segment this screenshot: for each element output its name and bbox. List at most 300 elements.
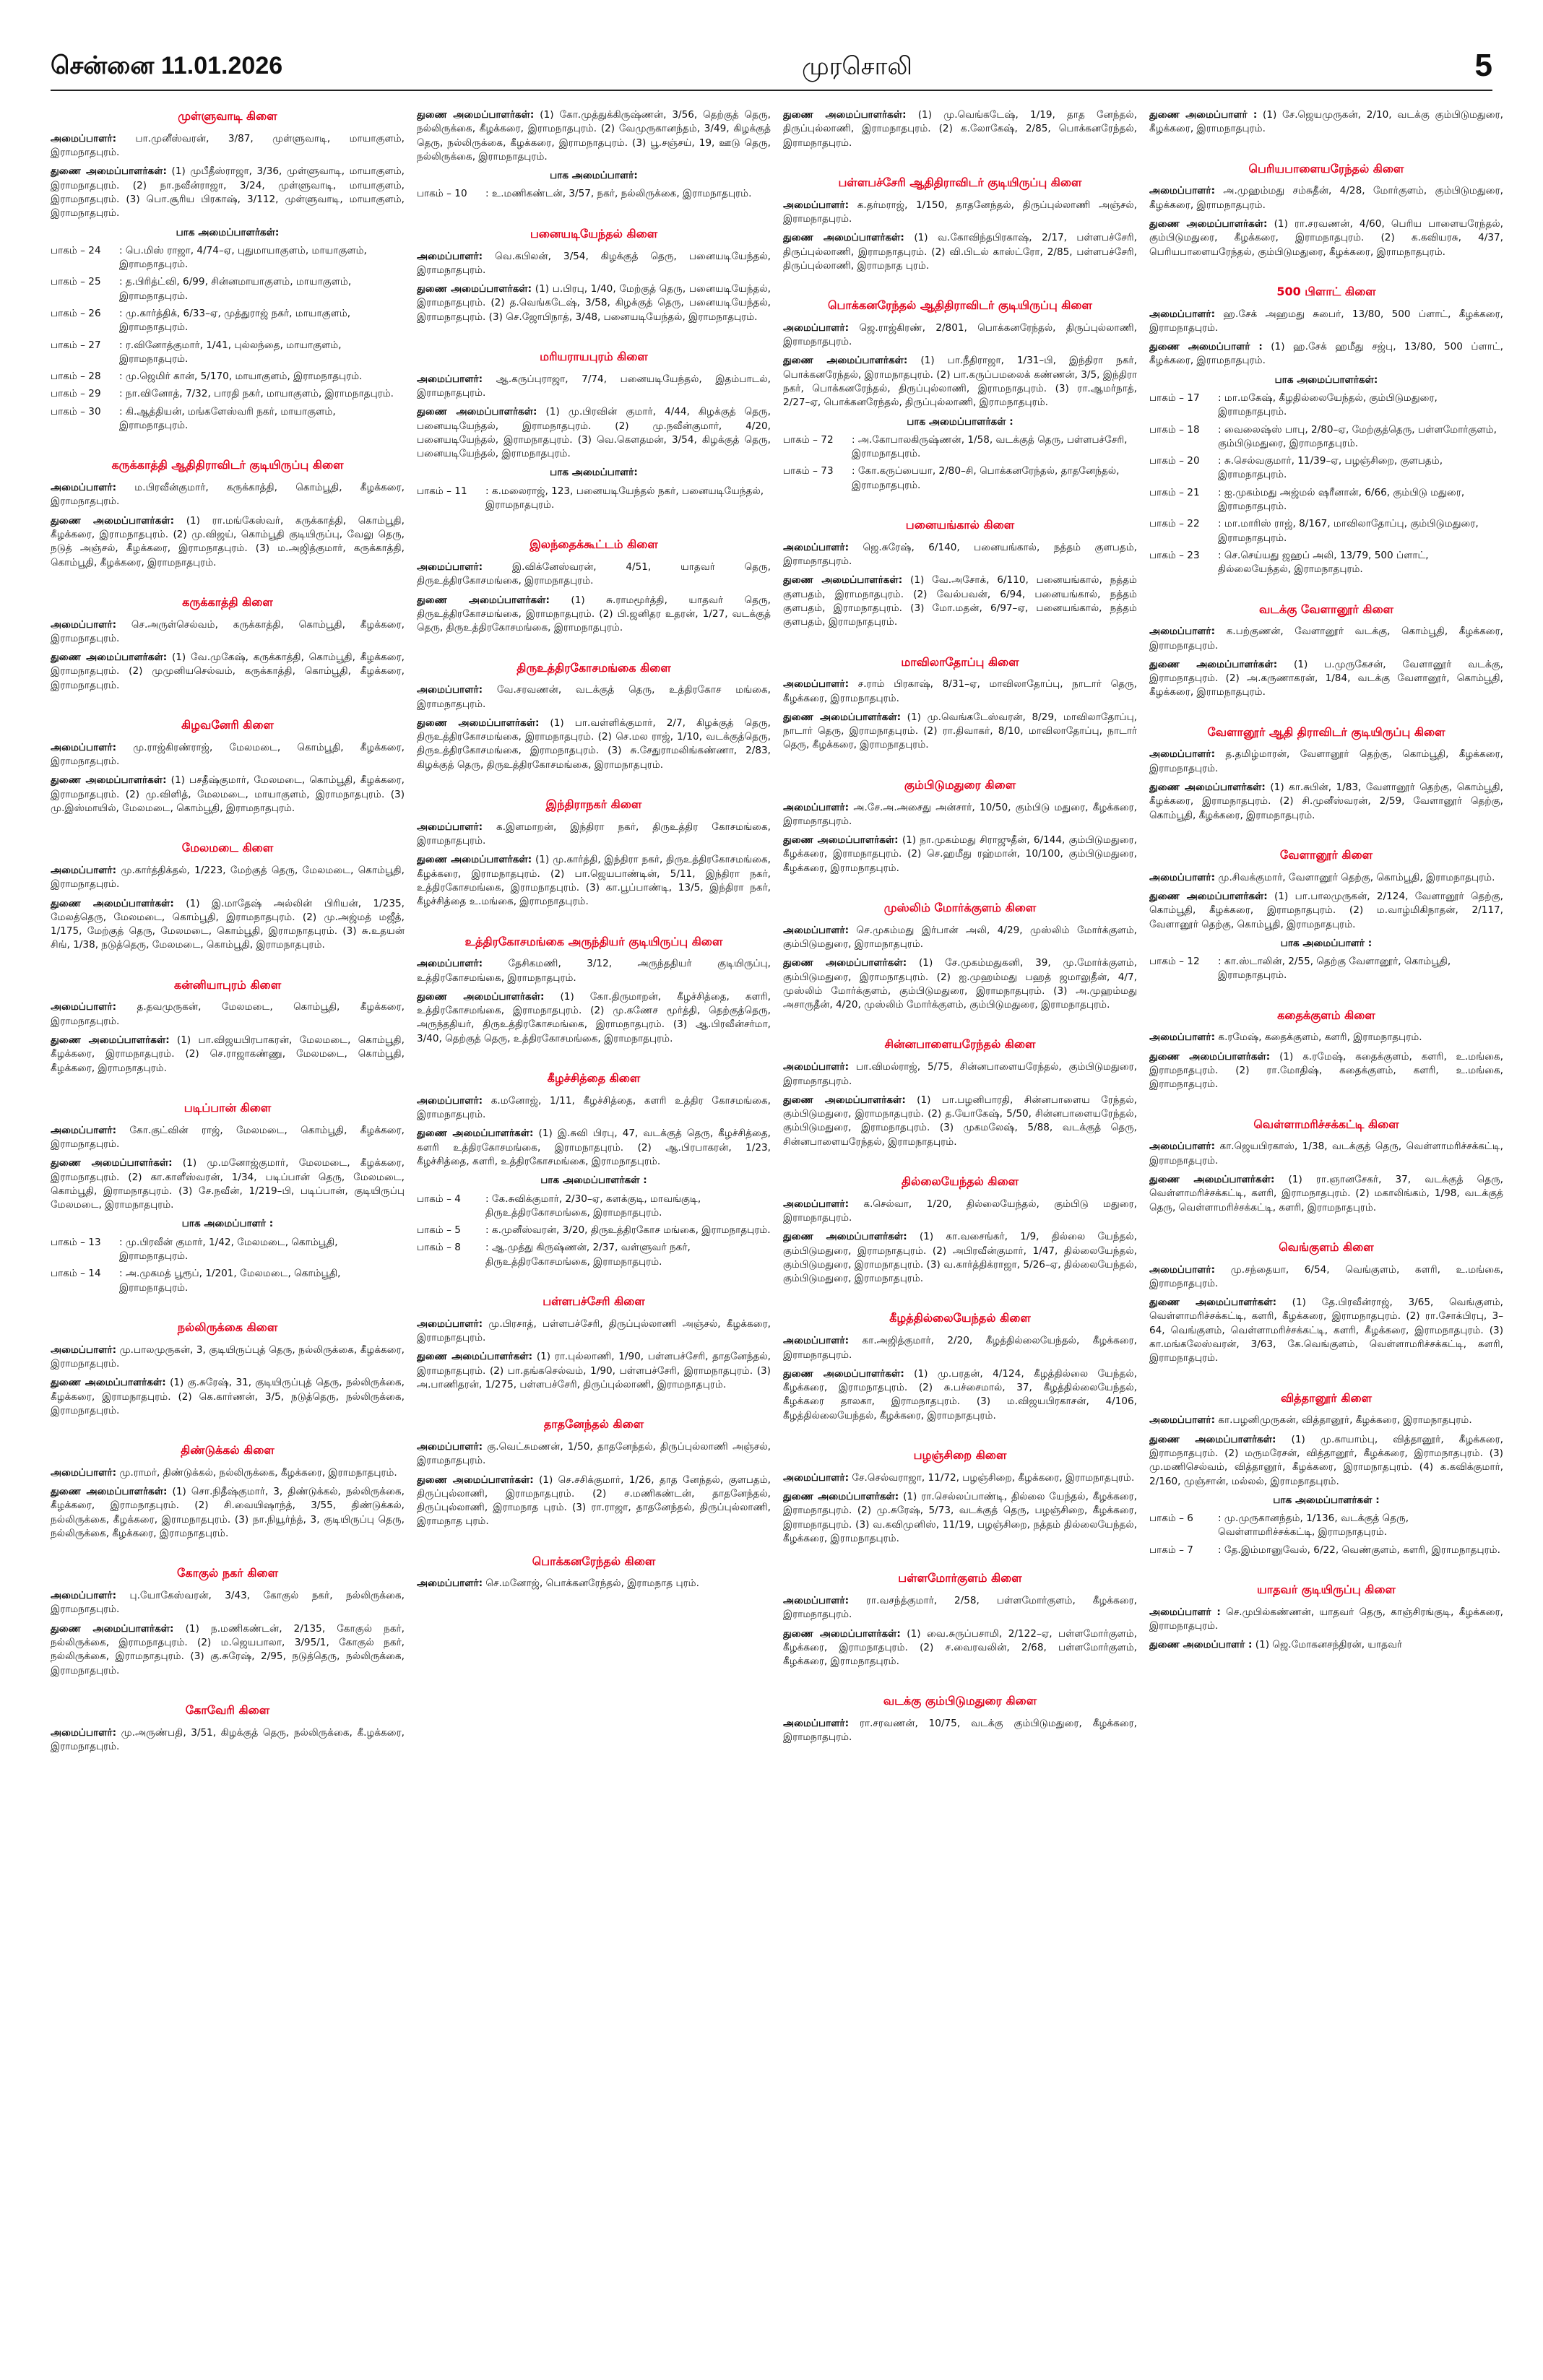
- office-bearer-para: [783, 541, 1137, 569]
- part-organizer: : கோ.கருப்பையா, 2/80–சி, பொக்கனரேந்தல், தாதனேந்தல், இராமநாதபுரம்.: [852, 465, 1120, 491]
- part-entry: [51, 275, 405, 303]
- branch-section: [783, 108, 1137, 150]
- part-organizer: : கி.ஆத்தியன், மங்களேஸ்வரி நகர், மாயாகுளம், இராமநாதபுரம்.: [119, 405, 336, 432]
- member-details: (1) வை.சுருப்பசாமி, 2/122–ஏ, பள்ளமோர்குளம், கீழக்கரை, இராமநாதபுரம். (2) ச.வைரவலின், 2/68, பள்ளமோர்குளம், கீழக்கரை, இராமநாதபுரம்.: [783, 1627, 1137, 1668]
- branch-section: [417, 934, 771, 1047]
- office-bearer-para: [1149, 340, 1503, 368]
- column-4: [1149, 108, 1503, 2355]
- office-bearer-para: [1149, 1414, 1503, 1427]
- role-label: துணை அமைப்பாளர்கள்:: [783, 232, 904, 244]
- office-bearer-para: [51, 1343, 405, 1372]
- member-details: மு.கார்த்திக்தல், 1/223, மேற்குத் தெரு, மேலமடை, கொம்பூதி, இராமநாதபுரம்.: [51, 864, 405, 891]
- part-organizer: : செ.செய்யது ஜஹப் அலி, 13/79, 500 ப்ளாட், தில்லையேந்தல், இராமநாதபுரம்.: [1218, 549, 1429, 576]
- page-number: 5: [1474, 48, 1492, 83]
- branch-title: தில்லையேந்தல் கிளை: [901, 1174, 1019, 1188]
- role-label: அமைப்பாளர்:: [51, 1726, 117, 1739]
- part-number: பாகம் – 26: [51, 307, 101, 319]
- role-label: துணை அமைப்பாளர்கள்:: [51, 165, 167, 178]
- branch-section: [783, 1037, 1137, 1149]
- office-bearer-para: [417, 1094, 771, 1122]
- role-label: அமைப்பாளர்:: [51, 132, 117, 144]
- role-label: துணை அமைப்பாளர்கள்:: [783, 834, 899, 847]
- part-organizer: : கா.ஸ்டாலின், 2/55, தெற்கு வேளானூர், கொம்பூதி, இராமநாதபுரம்.: [1218, 956, 1451, 982]
- part-organizer: : சு.செல்வகுமார், 11/39–ஏ, பழஞ்சிறை, குளபதம், இராமநாதபுரம்.: [1218, 455, 1443, 481]
- part-number: பாகம் – 6: [1149, 1513, 1193, 1525]
- role-label: துணை அமைப்பாளர்கள்:: [417, 990, 545, 1003]
- office-bearer-para: [1149, 1031, 1503, 1044]
- member-details: மு.பிரசாத், பள்ளபச்சேரி, திருப்புல்லாணி அஞ்சல், கீழக்கரை, இராமநாதபுரம்.: [417, 1317, 771, 1344]
- member-details: மு.ராமர், திண்டுக்கல், நல்லிருக்கை, கீழக்கரை, இராமநாதபுரம்.: [116, 1466, 397, 1479]
- office-bearer-para: [417, 821, 771, 849]
- part-entry: [1149, 549, 1503, 577]
- office-bearer-para: [51, 1156, 405, 1212]
- part-number: பாகம் – 11: [417, 485, 467, 497]
- role-label: துணை அமைப்பாளர்கள்:: [1149, 1050, 1271, 1063]
- member-details: ம.பிரவீன்குமார், கருக்காத்தி, கொம்பூதி, கீழக்கரை, இராமநாதபுரம்.: [51, 482, 405, 508]
- office-bearer-para: [51, 1466, 405, 1480]
- branch-title: மாவிலாதோப்பு கிளை: [901, 654, 1019, 669]
- role-label: அமைப்பாளர்:: [1149, 626, 1216, 638]
- member-details: ஜெ.ராஜ்கிரண், 2/801, பொக்கனரேந்தல், திருப்புல்லாணி, இராமநாதபுரம்.: [783, 321, 1137, 348]
- role-label: துணை அமைப்பாளர்கள்:: [1149, 658, 1278, 670]
- office-bearer-para: [417, 957, 771, 985]
- part-organizer: : க.மலைராஜ், 123, பனையடியேந்தல் நகர், பனையடியேந்தல், இராமநாதபுரம்.: [485, 485, 764, 511]
- role-label: அமைப்பாளர்:: [51, 741, 117, 753]
- part-number: பாகம் – 25: [51, 276, 101, 288]
- member-details: ஆ.கருப்புராஜா, 7/74, பனையடியேந்தல், இதம்பாடல், இராமநாதபுரம்.: [417, 373, 771, 399]
- branch-title: இந்திராநகர் கிளை: [545, 797, 642, 812]
- member-details: வே.சரவணன், வடக்குத் தெரு, உத்திரகோச மங்கை, இராமநாதபுரம்.: [417, 684, 771, 710]
- member-details: (1) கா.சுபின், 1/83, வேளானூர் தெற்கு, கொம்பூதி, கீழக்கரை, இராமநாதபுரம். (2) சி.முனீஸ்வரன், 2/59, வேளானூர் தெற்கு, கொம்பூதி, கீழக்கரை, இராமநாதபுரம்.: [1149, 782, 1503, 821]
- role-label: அமைப்பாளர்:: [417, 1317, 483, 1330]
- part-entry: [1149, 486, 1503, 514]
- member-details: க.ரமேஷ், கதைக்குளம், களரி, இராமநாதபுரம்.: [1215, 1031, 1422, 1044]
- role-label: அமைப்பாளர்:: [51, 1001, 117, 1013]
- office-bearer-para: [1149, 871, 1503, 885]
- branch-section: [1149, 1390, 1503, 1557]
- part-number: பாகம் – 12: [1149, 956, 1200, 968]
- part-entry: [1149, 454, 1503, 483]
- office-bearer-para: [783, 108, 1137, 150]
- branch-title: வடக்கு வேளானூர் கிளை: [1258, 602, 1394, 616]
- member-details: (1) இ.மாதேஷ் அல்லின் பிரியன், 1/235, மேலத்தெரு, மேலமடை, கொம்பூதி, இராமநாதபுரம். (2) மு.அஜ்மத் மஜீத், 1/175, மேற்குத் தெரு, மேலமடை, கொம்பூதி, இராமநாதபுரம். (3) சு.உதயன் சிங், 1/38, நடுத்தெரு, மேலமடை, கொம்பூதி, இராமநாதபுரம்.: [51, 897, 405, 951]
- role-label: அமைப்பாளர்:: [1149, 748, 1216, 761]
- office-bearer-para: [417, 108, 771, 164]
- part-entry: [783, 433, 1137, 462]
- part-entry: [51, 1236, 405, 1264]
- part-organizers-heading: பாக அமைப்பாளர் :: [181, 1218, 274, 1230]
- branch-section: [783, 1174, 1137, 1286]
- member-details: (1) மு.காயாம்பு, வித்தானூர், கீழக்கரை, இராமநாதபுரம். (2) மருமரேசன், வித்தானூர், கீழக்கரை, இராமநாதபுரம். (3) மு.மணிசெல்வம், வித்தானூர், கீழக்கரை, இராமநாதபுரம். (4) க.கவிக்குமார், 2/160, முஞ்சான், மல்லல், இராமநாதபுரம்.: [1149, 1433, 1503, 1487]
- office-bearer-para: [51, 1589, 405, 1617]
- member-details: ஹ.சேக் அஹமது சுபைர், 13/80, 500 ப்ளாட், கீழக்கரை, இராமநாதபுரம்.: [1149, 308, 1503, 334]
- branch-section: [783, 1570, 1137, 1669]
- office-bearer-para: [51, 1485, 405, 1541]
- member-details: கு.வெட்சுமணன், 1/50, தாதனேந்தல், திருப்புல்லாணி அஞ்சல், இராமநாதபுரம்.: [417, 1440, 771, 1467]
- branch-title: பழஞ்சிறை கிளை: [913, 1448, 1007, 1462]
- part-organizers-heading: பாக அமைப்பாளர்:: [550, 170, 638, 182]
- branch-title: 500 பிளாட் கிளை: [1276, 284, 1376, 298]
- office-bearer-para: [1149, 781, 1503, 823]
- part-organizer: : நா.வினோத், 7/32, பாரதி நகர், மாயாகுளம், இராமநாதபுரம்.: [119, 388, 394, 400]
- role-label: துணை அமைப்பாளர்கள்:: [51, 774, 167, 787]
- part-entry: [51, 307, 405, 335]
- part-number: பாகம் – 18: [1149, 423, 1200, 436]
- part-entry: [417, 1241, 771, 1269]
- branch-section: [417, 349, 771, 512]
- branch-section: [51, 594, 405, 693]
- member-details: மு.பாலமுருகன், 3, குடியிருப்புத் தெரு, நல்லிருக்கை, கீழக்கரை, இராமநாதபுரம்.: [51, 1343, 405, 1369]
- role-label: அமைப்பாளர்:: [783, 801, 850, 813]
- date-line: சென்னை 11.01.2026: [51, 52, 283, 79]
- office-bearer-para: [783, 711, 1137, 753]
- office-bearer-para: [783, 678, 1137, 706]
- member-details: (1) பசதீஷ்குமார், மேலமடை, கொம்பூதி, கீழக்கரை, இராமநாதபுரம். (2) மு.விளித், மேலமடை, மாயாகுளம், இராமநாதபுரம். (3) மு.இஸ்மாயில், மேலமடை, கொம்பூதி, இராமநாதபுரம்.: [51, 774, 405, 814]
- part-organizer: : மு.கார்த்திக், 6/33–ஏ, முத்துராஜ் நகர், மாயாகுளம், இராமநாதபுரம்.: [119, 307, 351, 334]
- branch-title: வெள்ளாமரிச்சக்கட்டி கிளை: [1253, 1117, 1399, 1131]
- branch-section: [783, 777, 1137, 875]
- branch-section: [417, 226, 771, 324]
- member-details: அ.சே.அ.அசைது அன்சார், 10/50, கும்பிடு மதுரை, கீழக்கரை, இராமநாதபுரம்.: [783, 801, 1137, 827]
- branch-section: [783, 1693, 1137, 1744]
- part-number: பாகம் – 21: [1149, 486, 1200, 498]
- role-label: அமைப்பாளர்:: [51, 864, 117, 876]
- newspaper-name: முரசொலி: [802, 52, 912, 81]
- office-bearer-para: [1149, 108, 1503, 137]
- role-label: அமைப்பாளர்:: [51, 618, 117, 631]
- role-label: அமைப்பாளர்:: [783, 321, 850, 334]
- member-details: (1) ரா.சரவணன், 4/60, பெரிய பாளையரேந்தல், கும்பிடுமதுரை, கீழக்கரை, இராமநாதபுரம். (2) க.கவியரசு, 4/37, பெரியபாளையரேந்தல், கும்பிடுமதுரை, கீழக்கரை, இராமநாதபுரம்.: [1149, 217, 1503, 258]
- role-label: அமைப்பாளர்:: [417, 1578, 483, 1590]
- office-bearer-para: [783, 801, 1137, 829]
- member-details: மு.சிவக்குமார், வேளானூர் தெற்கு, கொம்பூதி, இராமநாதபுரம்.: [1215, 871, 1495, 883]
- role-label: அமைப்பாளர்:: [1149, 871, 1216, 883]
- part-organizer: : கே.சுவிக்குமார், 2/30–ஏ, களக்குடி, மாவங்குடி, திருஉத்திரகோசமங்கை, இராமநாதபுரம்.: [485, 1193, 701, 1219]
- role-label: துணை அமைப்பாளர்கள்:: [1149, 1173, 1275, 1185]
- branch-title: பெரியபாளையரேந்தல் கிளை: [1248, 161, 1404, 176]
- member-details: (1) தே.பிரவீன்ராஜ், 3/65, வெங்குளம், வெள்ளாமரிச்சக்கட்டி, களரி, கீழக்கரை, இராமநாதபுரம். (2) ரா.சோக்பிரபு, 3–64, வெங்குளம், வெள்ளாமரிச்சக்கட்டி, களரி, கீழக்கரை, இராமநாதபுரம். (3) கா.மங்கலேஸ்வரன், 3/63, கே.வெங்குளம், வெள்ளாமரிச்சக்கட்டி, களரி, இராமநாதபுரம்.: [1149, 1297, 1503, 1364]
- part-organizer: : அ.கோபாலகிருஷ்ணன், 1/58, வடக்குத் தெரு, பள்ளபச்சேரி, இராமநாதபுரம்.: [852, 433, 1128, 460]
- role-label: அமைப்பாளர்:: [783, 1335, 850, 1347]
- role-label: அமைப்பாளர்:: [51, 482, 117, 494]
- part-entry: [1149, 517, 1503, 545]
- branch-title: திண்டுக்கல் கிளை: [181, 1443, 275, 1458]
- office-bearer-para: [51, 1034, 405, 1076]
- role-label: அமைப்பாளர்:: [783, 541, 850, 553]
- member-details: பு.யோகேஸ்வரன், 3/43, கோகுல் நகர், நல்லிருக்கை, இராமநாதபுரம்.: [51, 1590, 405, 1616]
- office-bearer-para: [1149, 1173, 1503, 1215]
- branch-section: [783, 175, 1137, 273]
- role-label: துணை அமைப்பாளர்கள்:: [51, 1034, 170, 1047]
- member-details: (1) வ.கோவிந்தபிரகாஷ், 2/17, பள்ளபச்சேரி, திருப்புல்லாணி, இராமநாதபுரம். (2) வி.பிடல் காஸ்ட்ரோ, 2/85, பள்ளபச்சேரி, திருப்புல்லாணி, இராமநாத புரம்.: [783, 232, 1137, 272]
- office-bearer-para: [51, 1124, 405, 1152]
- role-label: அமைப்பாளர்:: [417, 250, 483, 262]
- branch-title: மரியராயபுரம் கிளை: [540, 349, 648, 363]
- branch-section: [417, 1294, 771, 1392]
- member-details: மு.சந்தையா, 6/54, வெங்குளம், களரி, உ.மங்கை, இராமநாதபுரம்.: [1149, 1263, 1503, 1289]
- member-details: செ.அருள்செல்வம், கருக்காத்தி, கொம்பூதி, கீழக்கரை, இராமநாதபுரம்.: [51, 618, 405, 644]
- branch-section: [783, 298, 1137, 493]
- part-organizer: : மு.முருகானந்தம், 1/136, வடக்குத் தெரு, வெள்ளாமரிச்சக்கட்டி, இராமநாதபுரம்.: [1218, 1513, 1409, 1539]
- part-organizers-heading: பாக அமைப்பாளர்கள்:: [1274, 373, 1378, 386]
- branch-title: வடக்கு கும்பிடுமதுரை கிளை: [883, 1694, 1037, 1708]
- part-number: பாகம் – 14: [51, 1268, 101, 1280]
- part-entry: [51, 370, 405, 384]
- member-details: மு.ராஜ்கிரண்ராஜ், மேலமடை, கொம்பூதி, கீழக்கரை, இராமநாதபுரம்.: [51, 741, 405, 768]
- branch-section: [51, 108, 405, 433]
- member-details: கா.அஜித்குமார், 2/20, கீழத்தில்லையேந்தல், கீழக்கரை, இராமநாதபுரம்.: [783, 1335, 1137, 1361]
- member-details: (1) கோ.திருமாறன், கீழச்சித்தை, களரி, உத்திரகோசமங்கை, இராமநாதபுரம். (2) மு.கணேச மூர்த்தி, தெற்குத்தெரு, அருந்ததியர், திருஉத்திரகோசமங்கை, இராமநாதபுரம். (3) ஆ.பிரவீன்சர்மா, 3/40, தெற்குத் தெரு, உத்திரகோசமங்கை, இராமநாதபுரம்.: [417, 990, 771, 1044]
- branch-title: வேளானூர் கிளை: [1279, 847, 1373, 862]
- role-label: அமைப்பாளர்:: [417, 373, 483, 385]
- role-label: துணை அமைப்பாளர்கள்:: [51, 1486, 168, 1498]
- branch-section: [783, 900, 1137, 1013]
- member-details: க.செல்வா, 1/20, தில்லையேந்தல், கும்பிடு மதுரை, இராமநாதபுரம்.: [783, 1198, 1137, 1224]
- branch-section: [51, 1320, 405, 1418]
- branch-section: [783, 654, 1137, 753]
- role-label: அமைப்பாளர்:: [1149, 1141, 1216, 1153]
- office-bearer-para: [1149, 1263, 1503, 1291]
- member-details: (1) இ.சுவி பிரபு, 47, வடக்குத் தெரு, கீழச்சித்தை, களரி உத்திரகோசமங்கை, இராமநாதபுரம். (2) ஆ.பிரபாகரன், 1/23, கீழச்சித்தை, களரி, உத்திரகோசமங்கை, இராமநாதபுரம்.: [417, 1128, 771, 1167]
- member-details: (1) பா.விஜயபிரபாகரன், மேலமடை, கொம்பூதி, கீழக்கரை, இராமநாதபுரம். (2) செ.ராஜாகண்ணு, மேலமடை, கொம்பூதி, கீழக்கரை, இராமநாதபுரம்.: [51, 1034, 405, 1074]
- branch-section: [783, 1448, 1137, 1546]
- branch-section: [417, 537, 771, 635]
- office-bearer-para: [783, 924, 1137, 952]
- branch-section: [783, 1310, 1137, 1423]
- office-bearer-para: [51, 514, 405, 570]
- column-3: [783, 108, 1137, 2355]
- role-label: அமைப்பாளர்:: [1149, 1031, 1216, 1044]
- branch-title: தாதனேந்தல் கிளை: [543, 1417, 644, 1432]
- office-bearer-para: [783, 321, 1137, 350]
- office-bearer-para: [51, 1000, 405, 1029]
- branch-section: [1149, 161, 1503, 259]
- role-label: அமைப்பாளர்:: [417, 821, 483, 833]
- office-bearer-para: [1149, 1433, 1503, 1489]
- office-bearer-para: [51, 618, 405, 646]
- office-bearer-para: [417, 717, 771, 772]
- branch-section: [417, 797, 771, 909]
- member-details: க.இளமாறன், இந்திரா நகர், திருஉத்திர கோசமங்கை, இராமநாதபுரம்.: [417, 821, 771, 847]
- role-label: துணை அமைப்பாளர்கள்:: [783, 1491, 899, 1502]
- branch-title: கிழவனேரி கிளை: [181, 718, 274, 732]
- branch-title: முள்ளுவாடி கிளை: [178, 109, 277, 123]
- role-label: துணை அமைப்பாளர்கள்:: [417, 717, 540, 729]
- member-details: த.தமிழ்மாரன், வேளானூர் தெற்கு, கொம்பூதி, கீழக்கரை, இராமநாதபுரம்.: [1149, 748, 1503, 774]
- branch-section: [417, 1416, 771, 1529]
- office-bearer-para: [417, 561, 771, 589]
- role-label: அமைப்பாளர்:: [51, 1590, 117, 1602]
- member-details: பா.முனீஸ்வரன், 3/87, முள்ளுவாடி, மாயாகுளம், இராமநாதபுரம்.: [51, 132, 405, 159]
- member-details: (1) கோ.முத்துக்கிருஷ்ணன், 3/56, தெற்குத் தெரு, நல்லிருக்கை, கீழக்கரை, இராமநாதபுரம். (2) வேமுருகானந்தம், 3/49, கிழக்குத் தெரு, நல்லிருக்கை, கீழக்கரை, இராமநாதபுரம். (3) பூ.சஞ்சய், 19, ஊடு தெரு, நல்லிருக்கை, இராமநாதபுரம்.: [417, 109, 771, 163]
- member-details: (1) மு.கார்த்தி, இந்திரா நகர், திருஉத்திரகோசமங்கை, கீழக்கரை, இராமநாதபுரம். (2) பா.ஜெயபாண்டின், 5/11, இந்திரா நகர், உத்திரகோசமங்கை, இராமநாதபுரம். (3) கா.பூப்பாண்டி, 13/5, இந்திரா நகர், கீழச்சித்தை உ.மங்கை, இராமநாதபுரம்.: [417, 854, 771, 908]
- branch-section: [1149, 847, 1503, 983]
- role-label: துணை அமைப்பாளர்கள்:: [51, 1622, 174, 1635]
- part-organizers-heading: பாக அமைப்பாளர்கள் :: [907, 415, 1013, 428]
- branch-section: [1149, 724, 1503, 823]
- part-number: பாகம் – 20: [1149, 455, 1200, 467]
- role-label: துணை அமைப்பாளர்கள்:: [783, 1094, 906, 1106]
- office-bearer-para: [51, 897, 405, 953]
- branch-title: கதைக்குளம் கிளை: [1277, 1008, 1375, 1022]
- member-details: (1) கா.வசைங்கர், 1/9, தில்லை யேந்தல், கும்பிடுமதுரை, இராமநாதபுரம். (2) அபிரவீன்குமார், 1/47, தில்லையேந்தல், கும்பிடுமதுரை, இராமநாதபுரம். (3) வ.கார்த்திக்ராஜா, 5/26–ஏ, தில்லையேந்தல், கும்பிடுமதுரை, இராமநாதபுரம்.: [783, 1231, 1137, 1285]
- part-number: பாகம் – 30: [51, 405, 101, 417]
- member-details: (1) மு.பிரவின் குமார், 4/44, கிழக்குத் தெரு, பனையடியேந்தல், இராமநாதபுரம். (2) மு.நவீன்குமார், 4/20, பனையடியேந்தல், இராமநாதபுரம். (3) வெ.கௌதமன், 3/54, கிழக்குத் தெரு, பனையடியேந்தல், இராமநாதபுரம்.: [417, 406, 771, 460]
- part-entry: [51, 387, 405, 401]
- office-bearer-para: [1149, 1296, 1503, 1365]
- member-details: சே.செல்வராஜா, 11/72, பழஞ்சிறை, கீழக்கரை, இராமநாதபுரம்.: [849, 1471, 1135, 1484]
- member-details: (1) வே.அசோக், 6/110, பனையங்கால், நத்தம் குளபதம், இராமநாதபுரம். (2) வேல்பவன், 6/94, பனையங்கால், நத்தம் குளபதம், இராமநாதபுரம். (3) மோ.மதன், 6/97–ஏ, பனையங்கால், நத்தம் குளபதம், இராமநாதபுரம்.: [783, 574, 1137, 628]
- office-bearer-para: [783, 1490, 1137, 1546]
- member-details: பா.விமல்ராஜ், 5/75, சின்னபாளையரேந்தல், கும்பிடுமதுரை, இராமநாதபுரம்.: [783, 1061, 1137, 1087]
- column-2: [417, 108, 771, 2355]
- branch-title: படிப்பான் கிளை: [183, 1100, 272, 1115]
- member-details: ரா.சரவணன், 10/75, வடக்கு கும்பிடுமதுரை, கீழக்கரை, இராமநாதபுரம்.: [783, 1718, 1137, 1744]
- office-bearer-para: [783, 354, 1137, 410]
- role-label: துணை அமைப்பாளர்கள்:: [417, 109, 535, 121]
- role-label: அமைப்பாளர்:: [51, 1466, 117, 1479]
- role-label: துணை அமைப்பாளர்கள்:: [1149, 890, 1268, 902]
- office-bearer-para: [51, 132, 405, 160]
- part-organizer: : மா.மாரிஸ் ராஜ், 8/167, மாவிலாதோப்பு, கும்பிடுமதுரை, இராமநாதபுரம்.: [1218, 518, 1479, 544]
- part-organizer: : உ.மணிகண்டன், 3/57, நகர், நல்லிருக்கை, இராமநாதபுரம்.: [485, 188, 752, 200]
- member-details: த.தவமுருகன், மேலமடை, கொம்பூதி, கீழக்கரை, இராமநாதபுரம்.: [51, 1001, 405, 1027]
- office-bearer-para: [1149, 748, 1503, 776]
- role-label: அமைப்பாளர்:: [783, 1471, 850, 1484]
- branch-section: [51, 1702, 405, 1754]
- part-organizer: : மா.மகேஷ், கீழதில்லையேந்தல், கும்பிடுமதுரை, இராமநாதபுரம்.: [1218, 392, 1438, 418]
- part-organizer: : மு.ஜெமிர் கான், 5/170, மாயாகுளம், இராமநாதபுரம்.: [119, 371, 363, 383]
- member-details: க.பற்குணன், வேளானூர் வடக்கு, கொம்பூதி, கீழக்கரை, இராமநாதபுரம்.: [1149, 626, 1503, 652]
- branch-title: மேலமடை கிளை: [181, 841, 274, 855]
- role-label: அமைப்பாளர் :: [1149, 1606, 1221, 1618]
- branch-section: [417, 1070, 771, 1269]
- branch-title: இலந்தைக்கூட்டம் கிளை: [530, 537, 658, 552]
- branch-section: [417, 660, 771, 773]
- office-bearer-para: [51, 165, 405, 220]
- part-number: பாகம் – 10: [417, 188, 467, 200]
- part-organizers-heading: பாக அமைப்பாளர்:: [550, 467, 638, 479]
- role-label: துணை அமைப்பாளர்கள்:: [783, 1627, 901, 1640]
- member-details: செ.முகம்மது இர்பான் அலி, 4/29, முஸ்லிம் மோர்க்குளம், கும்பிடுமதுரை, இராமநாதபுரம்.: [783, 924, 1137, 950]
- office-bearer-para: [417, 373, 771, 401]
- branch-title: கும்பிடுமதுரை கிளை: [904, 777, 1016, 792]
- part-entry: [417, 187, 771, 201]
- member-details: க.மனோஜ், 1/11, கீழச்சித்தை, களரி உத்திர கோசமங்கை, இராமநாதபுரம்.: [417, 1094, 771, 1121]
- office-bearer-para: [51, 481, 405, 509]
- branch-title: வேளானூர் ஆதி திராவிடர் குடியிருப்பு கிளை: [1207, 724, 1445, 739]
- role-label: துணை அமைப்பாளர் :: [1149, 341, 1263, 353]
- member-details: (1) மு.பரதன், 4/124, கீழத்தில்லை யேந்தல், கீழக்கரை, இராமநாதபுரம். (2) சு.பச்சைமால், 37, கீழத்தில்லையேந்தல், கீழக்கரை தாலகா, இராமநாதபுரம். (3) ம.விஜயபிரகாசன், 4/106, கீழத்தில்லையேந்தல், கீழக்கரை, இராமநாதபுரம்.: [783, 1367, 1137, 1421]
- member-details: அ.முஹம்மது சம்சுதீன், 4/28, மோர்குளம், கும்பிடுமதுரை, கீழக்கரை, இராமநாதபுரம்.: [1149, 185, 1503, 211]
- branch-title: கருக்காத்தி ஆதிதிராவிடர் குடியிருப்பு கிளை: [111, 458, 344, 472]
- branch-title: கோகுல் நகர் கிளை: [176, 1566, 279, 1580]
- part-organizer: : வைலைஷ்ஸ் பாபு, 2/80–ஏ, மேற்குத்தெரு, பள்ளமோர்குளம், கும்பிடுமதுரை, இராமநாதபுரம்.: [1218, 423, 1497, 449]
- part-organizer: : அ.முகமத் பூரூப், 1/201, மேலமடை, கொம்பூதி, இராமநாதபுரம்.: [119, 1268, 341, 1294]
- branch-section: [1149, 284, 1503, 577]
- role-label: அமைப்பாளர்:: [783, 1594, 850, 1606]
- role-label: துணை அமைப்பாளர்கள்:: [51, 897, 174, 909]
- role-label: அமைப்பாளர்:: [51, 1124, 117, 1136]
- office-bearer-para: [783, 1471, 1137, 1485]
- branch-title: வித்தானூர் கிளை: [1280, 1390, 1373, 1405]
- branch-section: [51, 457, 405, 570]
- role-label: துணை அமைப்பாளர்கள்:: [783, 109, 907, 121]
- part-number: பாகம் – 24: [51, 244, 101, 256]
- branch-title: பள்ளபச்சேரி கிளை: [543, 1294, 645, 1309]
- office-bearer-para: [417, 405, 771, 461]
- role-label: துணை அமைப்பாளர் :: [1149, 109, 1258, 121]
- branch-title: கருக்காத்தி கிளை: [182, 594, 273, 609]
- branch-title: கீழச்சித்தை கிளை: [547, 1071, 641, 1086]
- office-bearer-para: [1149, 1050, 1503, 1092]
- branch-section: [1149, 1117, 1503, 1215]
- branch-title: பள்ளபச்சேரி ஆதிதிராவிடர் குடியிருப்பு கிளை: [838, 175, 1082, 189]
- branch-section: [51, 1442, 405, 1541]
- role-label: துணை அமைப்பாளர்கள்:: [1149, 1433, 1276, 1445]
- office-bearer-para: [51, 651, 405, 693]
- role-label: துணை அமைப்பாளர்கள்:: [417, 1128, 534, 1140]
- role-label: துணை அமைப்பாளர்கள்:: [51, 1377, 166, 1389]
- branch-section: [1149, 1008, 1503, 1092]
- part-number: பாகம் – 17: [1149, 392, 1200, 404]
- office-bearer-para: [783, 1334, 1137, 1362]
- role-label: அமைப்பாளர்:: [417, 958, 483, 970]
- branch-section: [417, 108, 771, 202]
- part-organizers-heading: பாக அமைப்பாளர்கள் :: [1273, 1494, 1380, 1506]
- role-label: அமைப்பாளர்:: [1149, 1414, 1216, 1427]
- office-bearer-para: [1149, 308, 1503, 336]
- part-entry: [51, 339, 405, 367]
- office-bearer-para: [1149, 658, 1503, 700]
- part-number: பாகம் – 4: [417, 1193, 461, 1205]
- office-bearer-para: [783, 834, 1137, 875]
- member-details: (1) பா.பாலமுருகன், 2/124, வேளானூர் தெற்கு, கொம்பூதி, கீழக்கரை, இராமநாதபுரம். (2) ம.வாழ்மிகிநாதன், 2/117, வேளானூர் தெற்கு, கொம்பூதி, இராமநாதபுரம்.: [1149, 890, 1503, 930]
- part-number: பாகம் – 5: [417, 1224, 461, 1237]
- branch-section: [1149, 602, 1503, 700]
- part-entry: [1149, 423, 1503, 451]
- branch-title: கன்னியாபுரம் கிளை: [173, 977, 282, 992]
- branch-title: உத்திரகோசமங்கை அருந்தியர் குடியிருப்பு கிளை: [464, 934, 723, 948]
- role-label: அமைப்பாளர்:: [1149, 1263, 1216, 1276]
- role-label: துணை அமைப்பாளர்கள்:: [783, 1367, 904, 1380]
- role-label: துணை அமைப்பாளர்கள்:: [417, 854, 532, 866]
- office-bearer-para: [783, 1594, 1137, 1622]
- office-bearer-para: [783, 1367, 1137, 1423]
- member-details: (1) ஜெ.மோகனசந்திரன், யாதவர்: [1252, 1639, 1403, 1651]
- member-details: (1) சே.ஜெயமுருகன், 2/10, வடக்கு கும்பிடுமதுரை, கீழக்கரை, இராமநாதபுரம்.: [1149, 109, 1503, 135]
- part-entry: [51, 405, 405, 433]
- office-bearer-para: [51, 1726, 405, 1754]
- role-label: அமைப்பாளர்:: [783, 1718, 850, 1730]
- header-rule: [51, 90, 1492, 91]
- role-label: அமைப்பாளர்:: [1149, 185, 1216, 197]
- part-entry: [417, 485, 771, 513]
- office-bearer-para: [417, 1317, 771, 1346]
- member-details: (1) பா.வள்ளிக்குமார், 2/7, கிழக்குத் தெரு, திருஉத்திரகோசமங்கை, இராமநாதபுரம். (2) செ.மல ராஜ், 1/10, வடக்குத்தெரு, திருஉத்திரகோசமங்கை, இராமநாதபுரம். (3) சு.சேதுராமலிங்கண்ணா, 2/83, கிழக்குத் தெரு, திருஉத்திரகோசமங்கை, இராமநாதபுரம்.: [417, 717, 771, 771]
- member-details: (1) ரா.ஞானசேகர், 37, வடக்குத் தெரு, வெள்ளாமரிச்சக்கட்டி, களரி, இராமநாதபுரம். (2) மகாலிங்கம், 1/98, வடக்குத் தெரு, வெள்ளாமரிச்சக்கட்டி, களரி, இராமநாதபுரம்.: [1149, 1173, 1503, 1213]
- member-details: இ.விக்னேஸ்வரன், 4/51, யாதவர் தெரு, திருஉத்திரகோசமங்கை, இராமநாதபுரம்.: [417, 561, 771, 587]
- member-details: கா.பழனிமுருகன், வித்தானூர், கீழக்கரை, இராமநாதபுரம்.: [1215, 1414, 1472, 1427]
- member-details: கா.ஜெயபிரகாஸ், 1/38, வடக்குத் தெரு, வெள்ளாமரிச்சக்கட்டி, இராமநாதபுரம்.: [1149, 1141, 1503, 1167]
- branch-title: கீழத்தில்லையேந்தல் கிளை: [889, 1311, 1031, 1325]
- member-details: (1) சு.ராமமூர்த்தி, யாதவர் தெரு, திருஉத்திரகோசமங்கை, இராமநாதபுரம். (2) பி.ஜனிதர உதரன், 1/27, வடக்குத் தெரு, திருஉத்திரகோசமங்கை, இராமநாதபுரம்.: [417, 594, 771, 634]
- office-bearer-para: [783, 231, 1137, 273]
- office-bearer-para: [1149, 184, 1503, 212]
- branch-title: சின்னபாளையரேந்தல் கிளை: [884, 1037, 1036, 1052]
- member-details: (1) மு.வெங்கடேஸ்வரன், 8/29, மாவிலாதோப்பு, நாடார் தெரு, இராமநாதபுரம். (2) ரா.திவாகர், 8/10, மாவிலாதோப்பு, நாடார் தெரு, கீழக்கரை, இராமநாதபுரம்.: [783, 711, 1137, 751]
- office-bearer-para: [783, 199, 1137, 227]
